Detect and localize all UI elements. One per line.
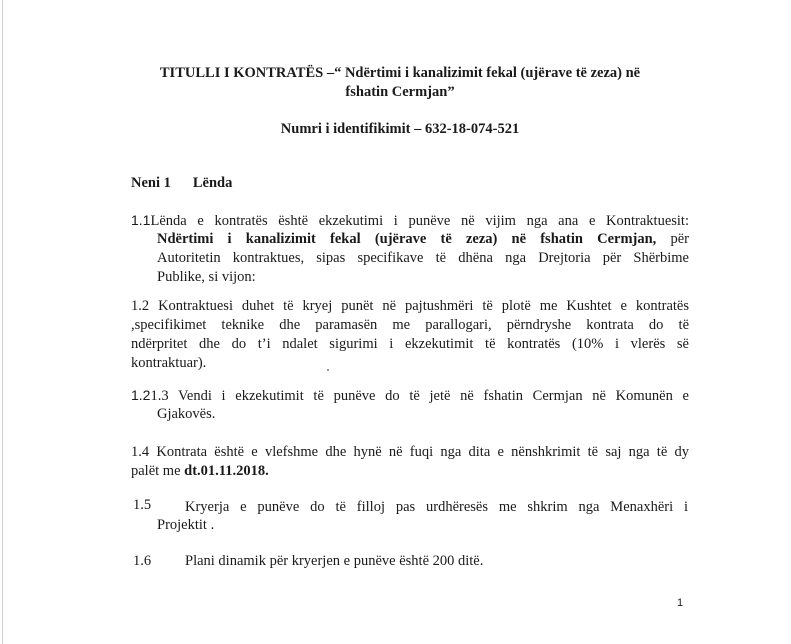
paragraph-1-5-number: 1.5 xyxy=(133,497,152,513)
paragraph-1-2-line-3: ndërpritet dhe do t’i ndalet sigurimi i ekzekutimit të kontratës (10% i vlerës së xyxy=(131,336,689,352)
paragraph-1-3-line-1: 1.21.3 Vendi i ekzekutimit të punëve do të jetë në fshatin Cermjan në Komunën e xyxy=(131,387,689,404)
paragraph-1-3-line-2: Gjakovës. xyxy=(157,406,216,422)
paragraph-1-4-line-2: palët me dt.01.11.2018. xyxy=(131,463,269,479)
article-number: Neni 1 xyxy=(131,175,171,191)
paragraph-1-5-line-1: Kryerja e punëve do të filloj pas urdhëresës me shkrim nga Menaxhëri i xyxy=(185,499,688,515)
contract-title-line-1: TITULLI I KONTRATËS –“ Ndërtimi i kanalizimit fekal (ujërave të zeza) në xyxy=(159,65,641,81)
page-edge-divider xyxy=(2,0,3,644)
article-title: Lënda xyxy=(192,175,233,191)
paragraph-1-1-line-3: Autoritetin kontraktues, sipas specifikave të dhëna nga Drejtoria për Shërbime xyxy=(157,250,689,266)
paragraph-number: 1.1 xyxy=(131,212,151,228)
paragraph-1-2-line-1: 1.2 Kontraktuesi duhet të kryej punët në pajtushmëri të plotë me Kushtet e kontratës xyxy=(131,298,689,314)
paragraph-1-2-line-4: kontraktuar). xyxy=(131,355,207,371)
paragraph-1-4-line-1: 1.4 Kontrata është e vlefshme dhe hynë në fuqi nga dita e nënshkrimit të saj nga të dy xyxy=(131,444,689,460)
identification-number: Numri i identifikimit – 632-18-074-521 xyxy=(280,121,520,137)
paragraph-1-6-line-1: Plani dinamik për kryerjen e punëve është 200 ditë. xyxy=(185,553,484,569)
paragraph-number: 1.2 xyxy=(131,387,151,403)
paragraph-1-1-line-1: 1.1Lënda e kontratës është ekzekutimi i punëve në vijim nga ana e Kontraktuesit: xyxy=(131,212,689,229)
paragraph-1-6-number: 1.6 xyxy=(133,553,152,569)
page-number: 1 xyxy=(677,597,684,609)
paragraph-1-5-line-2: Projektit . xyxy=(157,517,215,533)
scan-speck xyxy=(327,369,329,371)
contract-title-line-2: fshatin Cermjan” xyxy=(345,84,455,100)
paragraph-1-2-line-2: ,specifikimet teknike dhe paramasën me parallogari, përndryshe kontrata do të xyxy=(131,317,689,333)
paragraph-1-1-line-2: Ndërtimi i kanalizimit fekal (ujërave të zeza) në fshatin Cermjan, për xyxy=(157,231,690,247)
paragraph-1-1-line-4: Publike, si vijon: xyxy=(157,269,256,285)
article-heading xyxy=(131,175,232,192)
